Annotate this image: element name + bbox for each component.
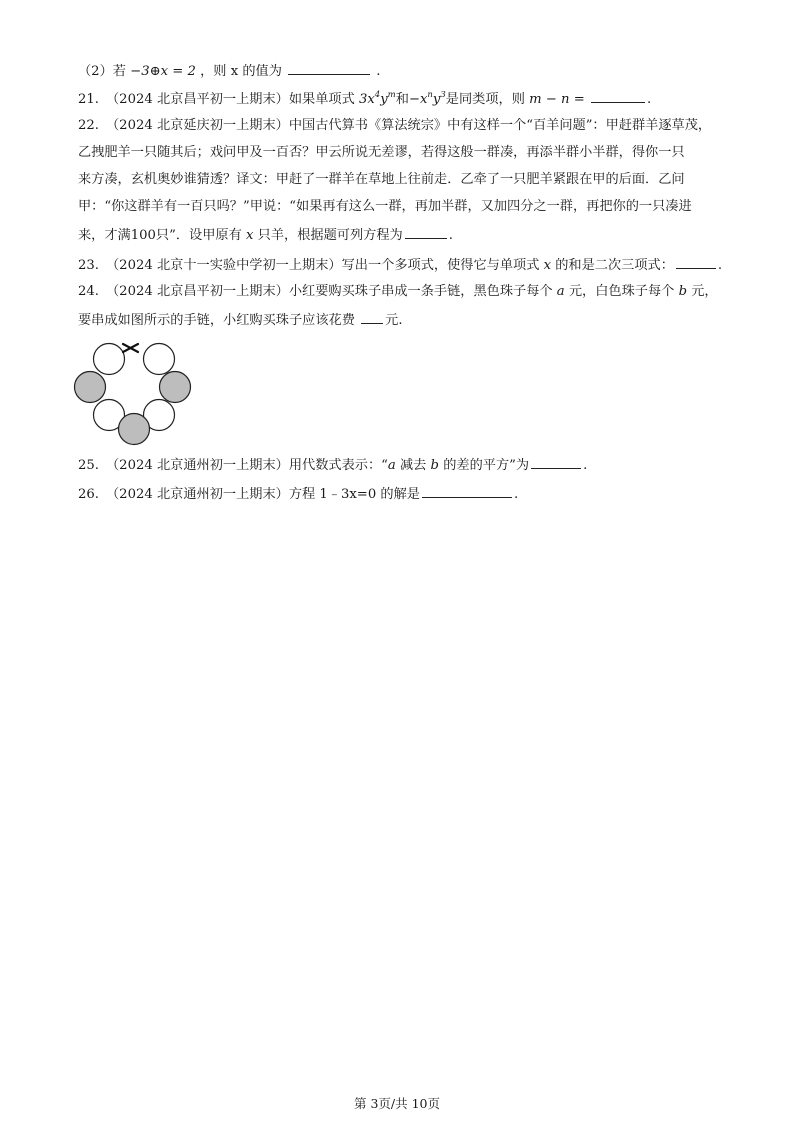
q24-line1c: 元， — [691, 284, 718, 299]
q25-answer-blank[interactable] — [531, 456, 581, 469]
q22-variable-x: x — [246, 228, 254, 243]
q22-end: . — [448, 228, 453, 243]
question-22-line-4: 甲：“你这群羊有一百只吗？”甲说：“如果再有这么一群，再加半群，又加四分之一群，再把你的一只凑进 — [78, 199, 692, 214]
question-23 — [78, 256, 728, 274]
q24-number: 24. — [78, 284, 99, 299]
q23-number: 23. — [78, 258, 99, 273]
q24-answer-blank[interactable] — [361, 311, 383, 324]
q22-line5b: 只羊，根据题可列方程为 — [257, 228, 403, 243]
q25-variable-a: a — [387, 458, 396, 473]
bracelet-figure — [72, 340, 196, 446]
question-25 — [78, 456, 728, 474]
black-bead — [160, 372, 191, 403]
q23-text2: 的和是二次三项式： — [555, 258, 674, 273]
q26-text1: 方程 1﹣3x=0 的解是 — [288, 487, 420, 502]
question-22-line-1 — [78, 118, 728, 134]
white-bead — [144, 344, 175, 375]
q23-answer-blank[interactable] — [676, 256, 716, 269]
question-22-line-3: 来方凑，玄机奥妙谁猜透？译文：甲赶了一群羊在草地上往前走．乙牵了一只肥羊紧跟在甲的后面．乙问 — [78, 172, 685, 187]
question-21 — [78, 90, 728, 108]
q26-number: 26. — [78, 487, 99, 502]
question-22-line-2: 乙拽肥羊一只随其后；戏问甲及一百否？甲云所说无差谬，若得这般一群凑，再添半群小半群，得你一只 — [78, 145, 685, 160]
q20-expression: −3⊕x = 2 — [130, 64, 196, 79]
q21-monomial-2: $-x^ny^3$ — [408, 90, 446, 107]
q20-prefix: （2）若 — [78, 64, 126, 79]
q21-text2: 是同类项，则 — [445, 92, 525, 107]
question-24-line-1 — [78, 284, 728, 300]
q24-line2: 要串成如图所示的手链，小红购买珠子应该花费 — [78, 313, 355, 328]
q25-number: 25. — [78, 458, 99, 473]
black-bead — [75, 372, 106, 403]
q22-number: 22. — [78, 118, 99, 133]
q24-line1a: 小红要购买珠子串成一条手链，黑色珠子每个 — [288, 284, 553, 299]
question-24-line-2 — [78, 311, 728, 329]
q26-end: . — [514, 487, 519, 502]
q21-expression: m − n = — [529, 92, 585, 107]
q20-answer-blank[interactable] — [288, 62, 370, 75]
q21-text1: 如果单项式 — [288, 92, 355, 107]
black-bead — [119, 414, 150, 445]
q23-variable-x: x — [543, 258, 552, 273]
q25-text2: 减去 — [399, 458, 427, 473]
clasp-cross-icon — [123, 344, 138, 352]
q23-source: （2024 北京十一实验中学初一上期末） — [106, 258, 342, 273]
bead-group — [75, 344, 191, 445]
q24-line2-end: 元. — [385, 313, 403, 328]
q22-source: （2024 北京延庆初一上期末） — [106, 118, 289, 133]
question-26 — [78, 485, 728, 503]
q25-source: （2024 北京通州初一上期末） — [106, 458, 289, 473]
q24-variable-a: a — [556, 284, 565, 299]
q21-monomial-1: $3x^4y^m$ — [358, 90, 396, 107]
q22-line5a: 来，才满100只”．设甲原有 — [78, 228, 242, 243]
q20-suffix: ，则 x 的值为 — [200, 64, 282, 79]
q26-answer-blank[interactable] — [422, 485, 512, 498]
q24-variable-b: b — [678, 284, 688, 299]
q23-end: . — [717, 258, 723, 273]
q20-end: . — [376, 64, 381, 79]
q24-line1b: 元，白色珠子每个 — [568, 284, 675, 299]
q21-and: 和 — [395, 92, 409, 107]
q22-answer-blank[interactable] — [405, 226, 447, 239]
q25-end: . — [583, 458, 588, 473]
q21-source: （2024 北京昌平初一上期末） — [106, 92, 289, 107]
q23-text: 写出一个多项式，使得它与单项式 — [341, 258, 540, 273]
q25-variable-b: b — [430, 458, 439, 473]
q26-source: （2024 北京通州初一上期末） — [106, 487, 289, 502]
q21-number: 21. — [78, 92, 99, 107]
question-20-part-2 — [78, 62, 728, 80]
question-22-line-5 — [78, 226, 728, 244]
q24-source: （2024 北京昌平初一上期末） — [106, 284, 289, 299]
q21-end: . — [647, 92, 652, 107]
q25-text3: 的差的平方”为 — [443, 458, 530, 473]
white-bead — [94, 344, 125, 375]
page-footer: 第 3页/共 10页 — [353, 1096, 441, 1111]
q22-line1: 中国古代算书《算法统宗》中有这样一个“百羊问题”：甲赶群羊逐草茂， — [288, 118, 712, 133]
q25-text1: 用代数式表示：“ — [288, 458, 388, 473]
q21-answer-blank[interactable] — [591, 90, 645, 103]
